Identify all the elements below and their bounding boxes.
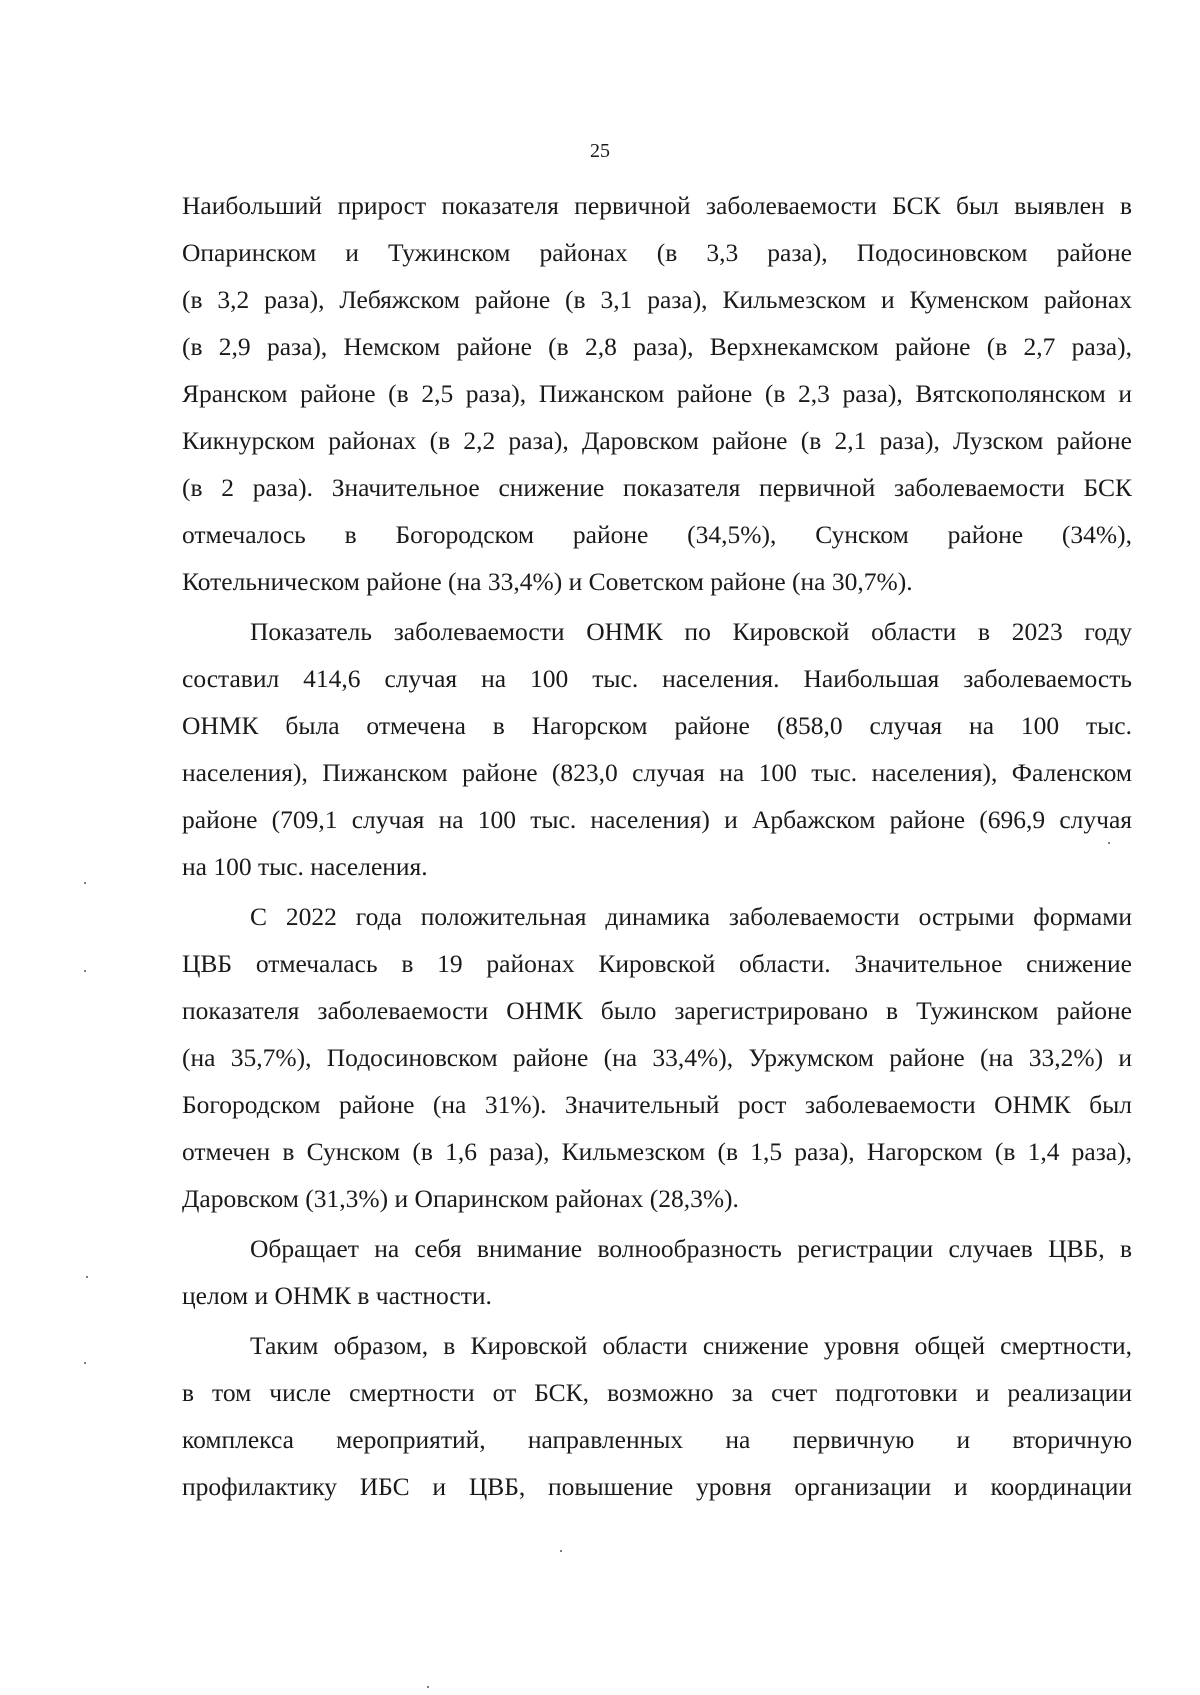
text-line: ЦВБ отмечалась в 19 районах Кировской области. Значительное снижение bbox=[182, 949, 1132, 978]
text-line: показателя заболеваемости ОНМК было зарегистрировано в Тужинском районе bbox=[182, 996, 1132, 1025]
paragraph bbox=[182, 1225, 1132, 1319]
text-line: (в 3,2 раза), Лебяжском районе (в 3,1 раза), Кильмезском и Куменском районах bbox=[182, 285, 1132, 314]
scan-speck bbox=[84, 970, 86, 972]
scan-speck bbox=[86, 1276, 88, 1278]
text-line: Обращает на себя внимание волнообразность регистрации случаев ЦВБ, в bbox=[250, 1234, 1132, 1263]
text-line: комплекса мероприятий, направленных на первичную и вторичную bbox=[182, 1425, 1132, 1454]
text-line: Яранском районе (в 2,5 раза), Пижанском районе (в 2,3 раза), Вятскополянском и bbox=[182, 379, 1132, 408]
text-line: населения), Пижанском районе (823,0 случая на 100 тыс. населения), Фаленском bbox=[182, 758, 1132, 787]
document-body bbox=[182, 182, 1132, 1510]
scan-speck bbox=[84, 1362, 86, 1364]
text-line: Даровском (31,3%) и Опаринском районах (28,3%). bbox=[182, 1184, 739, 1213]
text-line: Показатель заболеваемости ОНМК по Кировской области в 2023 году bbox=[250, 617, 1132, 646]
text-line: целом и ОНМК в частности. bbox=[182, 1281, 492, 1310]
text-line: Наибольший прирост показателя первичной заболеваемости БСК был выявлен в bbox=[182, 191, 1132, 220]
paragraph bbox=[182, 893, 1132, 1222]
text-line: Таким образом, в Кировской области снижение уровня общей смертности, bbox=[250, 1331, 1132, 1360]
paragraph bbox=[182, 1322, 1132, 1510]
scan-speck bbox=[427, 1686, 429, 1688]
text-line: (в 2,9 раза), Немском районе (в 2,8 раза), Верхнекамском районе (в 2,7 раза), bbox=[182, 332, 1132, 361]
text-line: отмечалось в Богородском районе (34,5%), Сунском районе (34%), bbox=[182, 520, 1132, 549]
scan-speck bbox=[560, 1550, 562, 1552]
text-line: Кикнурском районах (в 2,2 раза), Даровском районе (в 2,1 раза), Лузском районе bbox=[182, 426, 1132, 455]
text-line: на 100 тыс. населения. bbox=[182, 852, 428, 881]
paragraph bbox=[182, 608, 1132, 890]
text-line: С 2022 года положительная динамика заболеваемости острыми формами bbox=[250, 902, 1132, 931]
scan-speck bbox=[84, 882, 86, 884]
text-line: в том числе смертности от БСК, возможно за счет подготовки и реализации bbox=[182, 1378, 1132, 1407]
text-line: Богородском районе (на 31%). Значительный рост заболеваемости ОНМК был bbox=[182, 1090, 1132, 1119]
text-line: (на 35,7%), Подосиновском районе (на 33,4%), Уржумском районе (на 33,2%) и bbox=[182, 1043, 1132, 1072]
text-line: Котельническом районе (на 33,4%) и Советском районе (на 30,7%). bbox=[182, 567, 913, 596]
page-number: 25 bbox=[590, 140, 610, 162]
text-line: районе (709,1 случая на 100 тыс. населения) и Арбажском районе (696,9 случая bbox=[182, 805, 1132, 834]
text-line: отмечен в Сунском (в 1,6 раза), Кильмезском (в 1,5 раза), Нагорском (в 1,4 раза), bbox=[182, 1137, 1132, 1166]
paragraph bbox=[182, 182, 1132, 605]
text-line: (в 2 раза). Значительное снижение показателя первичной заболеваемости БСК bbox=[182, 473, 1132, 502]
text-line: Опаринском и Тужинском районах (в 3,3 раза), Подосиновском районе bbox=[182, 238, 1132, 267]
text-line: ОНМК была отмечена в Нагорском районе (858,0 случая на 100 тыс. bbox=[182, 711, 1132, 740]
scan-speck bbox=[1108, 842, 1110, 844]
text-line: профилактику ИБС и ЦВБ, повышение уровня организации и координации bbox=[182, 1472, 1132, 1501]
text-line: составил 414,6 случая на 100 тыс. населения. Наибольшая заболеваемость bbox=[182, 664, 1132, 693]
